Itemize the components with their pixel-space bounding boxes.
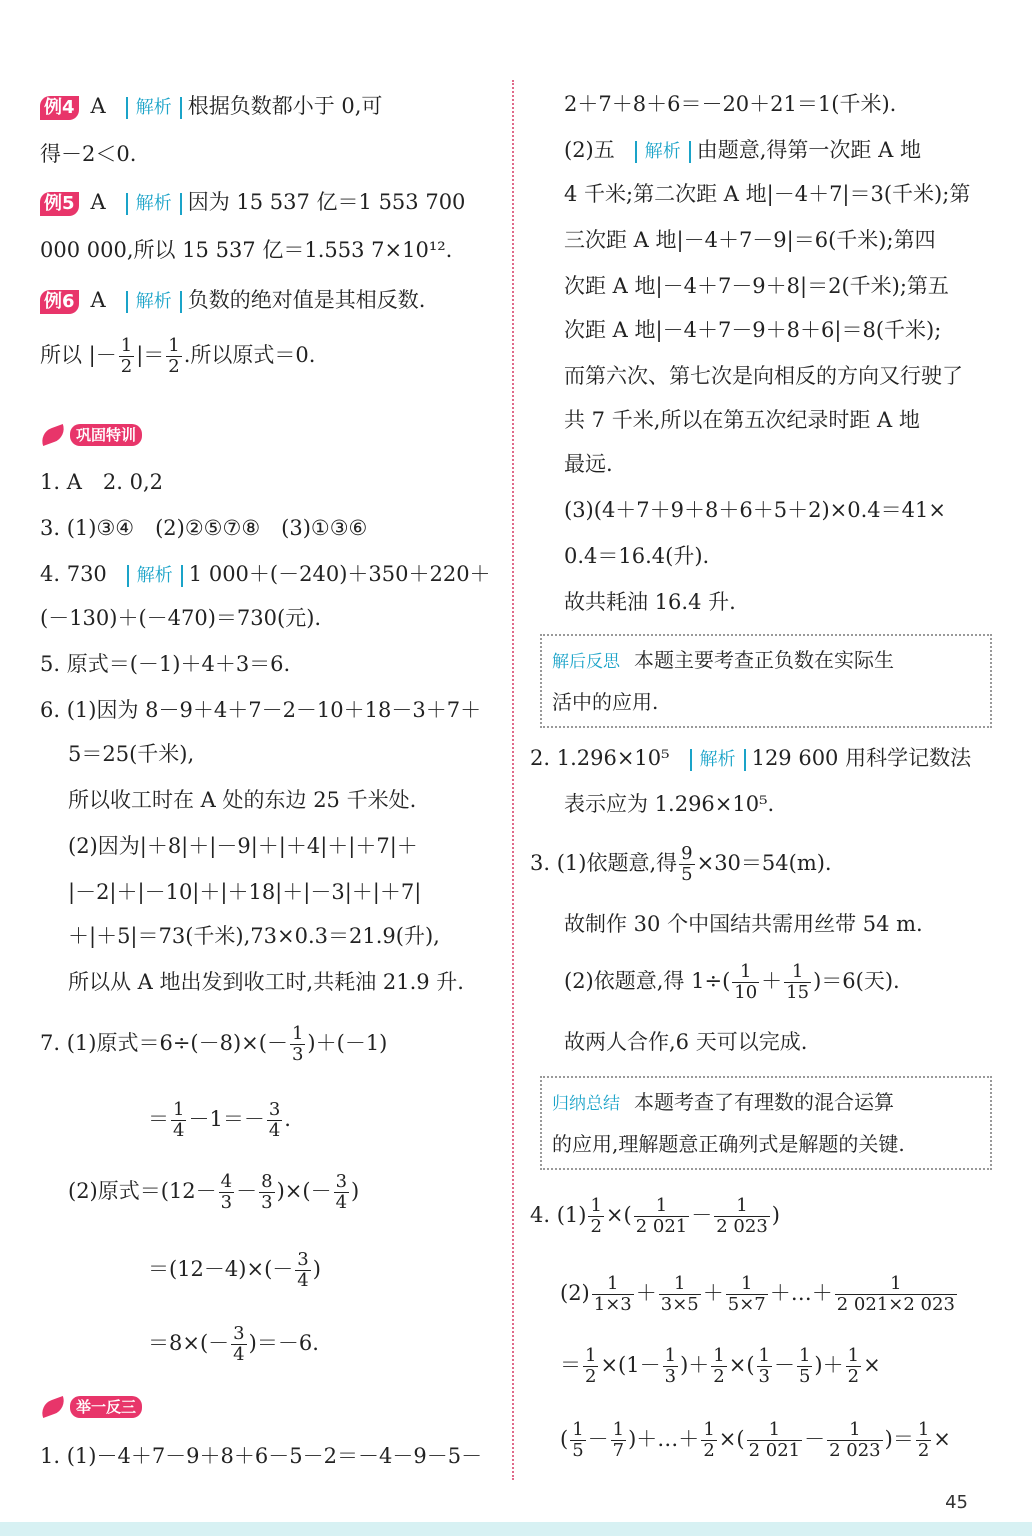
answer-4-1: 4. (1) $\frac{1}{2}$ ×( $\frac{1}{2 021}$ － $\frac{1}{2 023}$ ) bbox=[530, 1195, 780, 1237]
reflection-tag: 解后反思 bbox=[552, 652, 620, 672]
text-line: (－130)＋(－470)＝730(元). bbox=[40, 606, 322, 630]
text-line: 三次距 A 地|－4＋7－9|＝6(千米);第四 bbox=[564, 228, 936, 252]
analysis-tag: 解析 bbox=[126, 193, 182, 215]
text-line: |－2|＋|－10|＋|＋18|＋|－3|＋|＋7| bbox=[68, 880, 422, 904]
answer-3: 3. (1)③④ (2)②⑤⑦⑧ (3)①③⑥ bbox=[40, 516, 368, 540]
fraction: $\frac{1}{2}$ bbox=[168, 335, 180, 377]
text-line: 000 000,所以 15 537 亿＝1.553 7×10¹². bbox=[40, 238, 453, 262]
text-line: 次距 A 地|－4＋7－9＋8|＝2(千米);第五 bbox=[564, 274, 949, 298]
answer-4-2-step2: ( $\frac{1}{5}$ － $\frac{1}{7}$ )＋…＋ $\frac{1}{2}$ ×( $\frac{1}{2 021}$ － $\frac{1}{2 023}$ )＝ $\frac{1}{2}$ × bbox=[560, 1419, 951, 1461]
analysis-tag: 解析 bbox=[127, 565, 183, 587]
text-line: (3)(4＋7＋9＋8＋6＋5＋2)×0.4＝41× bbox=[564, 498, 946, 522]
answer-7-2-result: ＝8×(－ $\frac{3}{4}$ )＝－6. bbox=[148, 1323, 319, 1365]
text-line: 所以收工时在 A 处的东边 25 千米处. bbox=[68, 788, 417, 812]
footer-bar bbox=[0, 1522, 1032, 1536]
text-line: 4 千米;第二次距 A 地|－4＋7|＝3(千米);第 bbox=[564, 182, 971, 206]
summary-box: 归纳总结 本题考查了有理数的混合运算 的应用,理解题意正确列式是解题的关键. bbox=[540, 1076, 992, 1170]
example-4: 例4 A 解析 根据负数都小于 0,可 bbox=[40, 90, 382, 122]
text-line: 故制作 30 个中国结共需用丝带 54 m. bbox=[564, 912, 923, 936]
answer-6: 6. (1)因为 8－9＋4＋7－2－10＋18－3＋7＋ bbox=[40, 698, 482, 722]
section-header-extension: 举一反三 bbox=[40, 1396, 142, 1418]
analysis-tag: 解析 bbox=[635, 141, 691, 163]
text-line: 故两人合作,6 天可以完成. bbox=[564, 1030, 808, 1054]
example-6-formula: 所以 |－ $\frac{1}{2}$ |＝ $\frac{1}{2}$ .所以原式＝0. bbox=[40, 335, 316, 377]
summary-tag: 归纳总结 bbox=[552, 1094, 620, 1114]
answer-4-2: (2) $\frac{1}{1\times 3}$ ＋ $\frac{1}{3\times 5}$ ＋ $\frac{1}{5\times 7}$ ＋…＋ $\frac{1}{2 021\times 2 023}$ bbox=[560, 1273, 955, 1315]
text-line: (2)因为|＋8|＋|－9|＋|＋4|＋|＋7|＋ bbox=[68, 834, 418, 858]
text-line: 得－2＜0. bbox=[40, 142, 137, 166]
example-5: 例5 A 解析 因为 15 537 亿＝1 553 700 bbox=[40, 186, 465, 218]
leaf-icon bbox=[38, 1396, 67, 1418]
text-line: ＋|＋5|＝73(千米),73×0.3＝21.9(升), bbox=[68, 924, 440, 948]
text-line: 表示应为 1.296×10⁵. bbox=[564, 792, 775, 816]
answer-7-2-step: ＝(12－4)×(－ $\frac{3}{4}$ ) bbox=[148, 1249, 321, 1291]
text-line: 0.4＝16.4(升). bbox=[564, 544, 710, 568]
answer-1: 1. A 2. 0,2 bbox=[40, 470, 163, 494]
section-header-practice: 巩固特训 bbox=[40, 424, 142, 446]
column-divider bbox=[512, 80, 514, 1480]
answer-3-2: (2)依题意,得 1÷( $\frac{1}{10}$ ＋ $\frac{1}{15}$ )＝6(天). bbox=[564, 961, 900, 1003]
text-line: 次距 A 地|－4＋7－9＋8＋6|＝8(千米); bbox=[564, 318, 942, 342]
analysis-tag: 解析 bbox=[690, 749, 746, 771]
example-tag: 例4 bbox=[40, 96, 79, 120]
fraction: $\frac{1}{2}$ bbox=[120, 335, 133, 377]
answer-7-1: 7. (1)原式＝6÷(－8)×(－ $\frac{1}{3}$ )＋(－1) bbox=[40, 1023, 388, 1065]
example-tag: 例6 bbox=[40, 290, 79, 314]
example-6: 例6 A 解析 负数的绝对值是其相反数. bbox=[40, 284, 425, 316]
answer-7-1-result: ＝ $\frac{1}{4}$ －1＝－ $\frac{3}{4}$ . bbox=[148, 1099, 291, 1141]
text-line: 5＝25(千米), bbox=[68, 742, 195, 766]
extension-1: 1. (1)－4＋7－9＋8＋6－5－2＝－4－9－5－ bbox=[40, 1444, 483, 1468]
example-tag: 例5 bbox=[40, 192, 79, 216]
leaf-icon bbox=[38, 424, 67, 446]
answer-4: 4. 730 解析 1 000＋(－240)＋350＋220＋ bbox=[40, 562, 491, 586]
text-line: 所以从 A 地出发到收工时,共耗油 21.9 升. bbox=[68, 970, 464, 994]
text-line: 2＋7＋8＋6＝－20＋21＝1(千米). bbox=[564, 92, 897, 116]
analysis-tag: 解析 bbox=[126, 97, 182, 119]
answer-2-2: (2)五 解析 由题意,得第一次距 A 地 bbox=[564, 138, 921, 162]
answer-2: 2. 1.296×10⁵ 解析 129 600 用科学记数法 bbox=[530, 746, 972, 770]
page-number: 45 bbox=[945, 1492, 968, 1513]
answer-7-2: (2)原式＝(12－ $\frac{4}{3}$ － $\frac{8}{3}$ )×(－ $\frac{3}{4}$ ) bbox=[68, 1171, 360, 1213]
answer-3-1: 3. (1)依题意,得 $\frac{9}{5}$ ×30＝54(m). bbox=[530, 843, 832, 885]
text-line: 最远. bbox=[564, 452, 613, 476]
text-line: 共 7 千米,所以在第五次纪录时距 A 地 bbox=[564, 408, 920, 432]
answer-4-2-step: ＝ $\frac{1}{2}$ ×(1－ $\frac{1}{3}$ )＋ $\frac{1}{2}$ ×( $\frac{1}{3}$ － $\frac{1}{5}$ )＋ $\frac{1}{2}$ × bbox=[560, 1345, 881, 1387]
analysis-tag: 解析 bbox=[126, 291, 182, 313]
text-line: 故共耗油 16.4 升. bbox=[564, 590, 736, 614]
text-line: 而第六次、第七次是向相反的方向又行驶了 bbox=[564, 364, 963, 388]
reflection-box: 解后反思 本题主要考查正负数在实际生 活中的应用. bbox=[540, 634, 992, 728]
answer-5: 5. 原式＝(－1)＋4＋3＝6. bbox=[40, 652, 291, 676]
